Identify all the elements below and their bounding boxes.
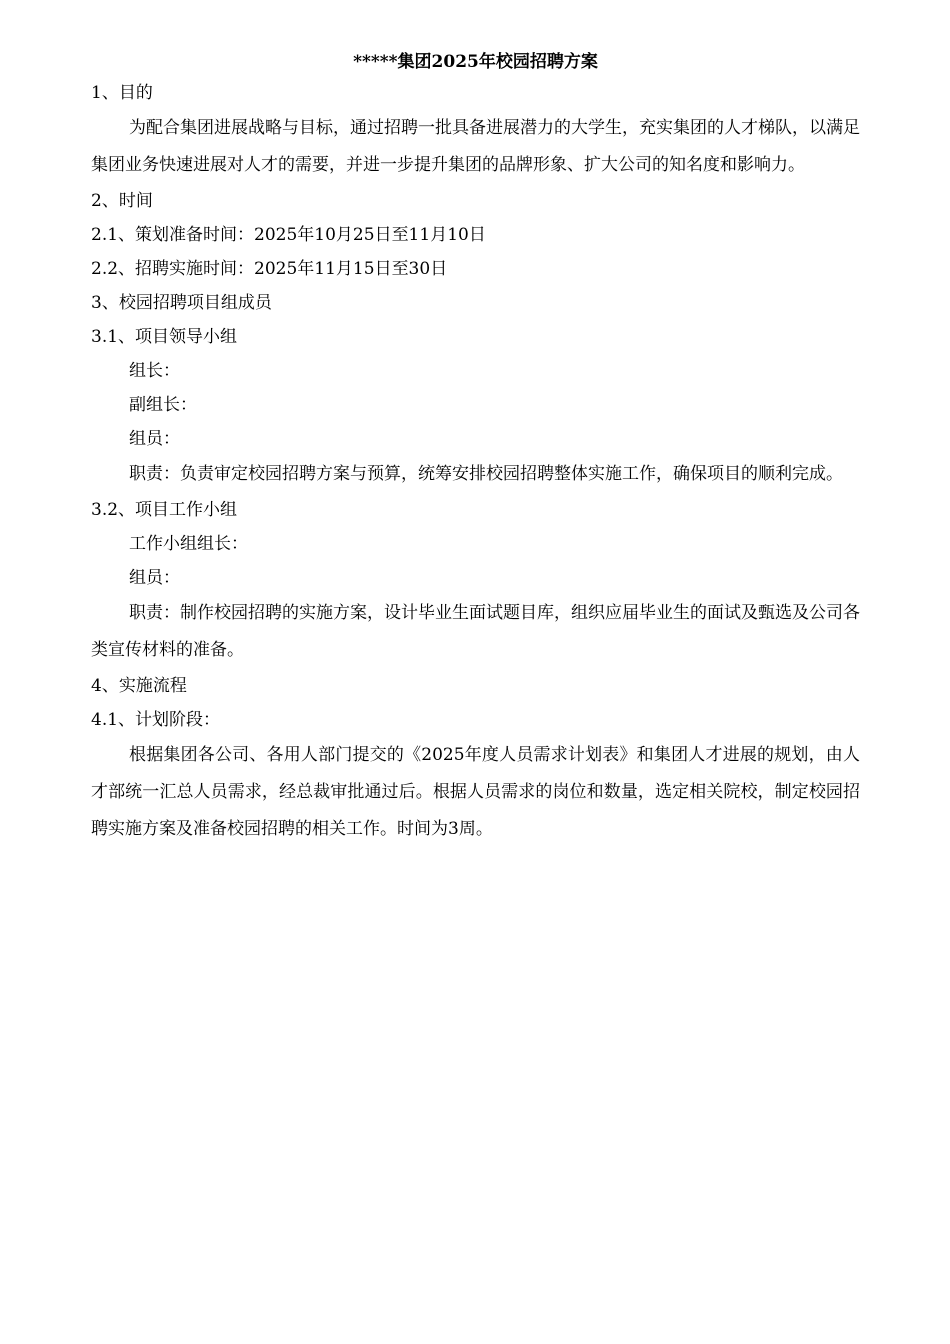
document-title: *****集团2025年校园招聘方案	[353, 52, 598, 72]
work-group-duty: 职责：制作校园招聘的实施方案，设计毕业生面试题目库，组织应届毕业生的面试及甄选及公司各类宣传材料的准备。	[91, 603, 860, 660]
leadership-duty: 职责：负责审定校园招聘方案与预算，统筹安排校园招聘整体实施工作，确保项目的顺利完成。	[129, 464, 843, 484]
section-3-1-heading: 3.1、项目领导小组	[91, 327, 238, 347]
section-4-heading: 4、实施流程	[91, 676, 187, 696]
section-3-2-heading: 3.2、项目工作小组	[91, 500, 238, 520]
section-4-1-heading: 4.1、计划阶段：	[91, 710, 221, 730]
section-1-body: 为配合集团进展战略与目标，通过招聘一批具备进展潜力的大学生，充实集团的人才梯队，以满足集团业务快速进展对人才的需要，并进一步提升集团的品牌形象、扩大公司的知名度和影响力。	[91, 118, 860, 175]
work-group-leader-label: 工作小组组长：	[129, 534, 248, 554]
deputy-leader-label: 副组长：	[129, 395, 197, 415]
section-2-heading: 2、时间	[91, 191, 153, 211]
section-3-heading: 3、校园招聘项目组成员	[91, 293, 272, 313]
members-label: 组员：	[129, 429, 180, 449]
section-2-1-line: 2.1、策划准备时间：2025年10月25日至11月10日	[91, 225, 486, 245]
work-group-members-label: 组员：	[129, 568, 180, 588]
section-1-heading: 1、目的	[91, 83, 153, 103]
leader-label: 组长：	[129, 361, 180, 381]
planning-stage-body: 根据集团各公司、各用人部门提交的《2025年度人员需求计划表》和集团人才进展的规划，由人才部统一汇总人员需求，经总裁审批通过后。根据人员需求的岗位和数量，选定相关院校，制定校园招聘实施方案及准备校园招聘的相关工作。时间为3周。	[91, 745, 860, 839]
section-2-2-line: 2.2、招聘实施时间：2025年11月15日至30日	[91, 259, 448, 279]
